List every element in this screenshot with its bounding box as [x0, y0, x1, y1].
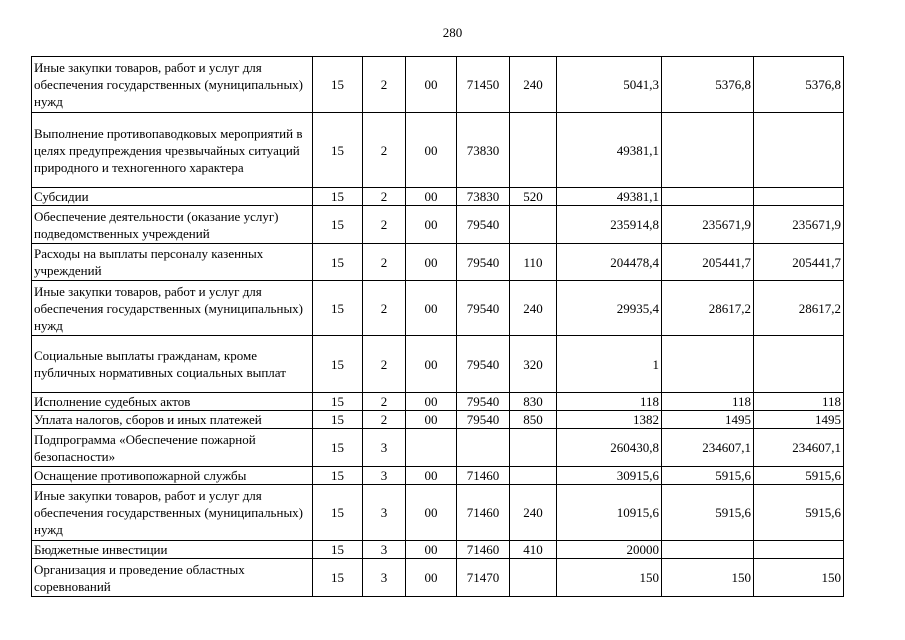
- code-cell: 3: [363, 541, 406, 559]
- page-number: 280: [442, 25, 463, 40]
- code-cell: 00: [406, 336, 457, 393]
- row-name: Иные закупки товаров, работ и услуг для обеспечения государственных (муниципальных) нужд: [32, 485, 313, 541]
- code-cell: 00: [406, 393, 457, 411]
- code-cell: 71460: [457, 541, 510, 559]
- amount-cell: 5376,8: [754, 57, 844, 113]
- code-cell: 00: [406, 206, 457, 244]
- amount-cell: [754, 541, 844, 559]
- code-cell: 79540: [457, 393, 510, 411]
- table-row: [32, 393, 844, 411]
- code-cell: 15: [313, 485, 363, 541]
- code-cell: 79540: [457, 281, 510, 336]
- code-cell: 15: [313, 467, 363, 485]
- amount-cell: 5915,6: [662, 467, 754, 485]
- code-cell: 2: [363, 281, 406, 336]
- code-cell: 79540: [457, 336, 510, 393]
- amount-cell: 1495: [754, 411, 844, 429]
- code-cell: 79540: [457, 244, 510, 281]
- amount-cell: 28617,2: [662, 281, 754, 336]
- amount-cell: 20000: [557, 541, 662, 559]
- amount-cell: 1382: [557, 411, 662, 429]
- code-cell: 71460: [457, 467, 510, 485]
- row-name: Выполнение противопаводковых мероприятий в целях предупреждения чрезвычайных ситуаций природного и техногенного характера: [32, 113, 313, 188]
- amount-cell: 205441,7: [754, 244, 844, 281]
- amount-cell: 5915,6: [754, 485, 844, 541]
- row-name: Организация и проведение областных соревнований: [32, 559, 313, 597]
- code-cell: 15: [313, 244, 363, 281]
- code-cell: 2: [363, 336, 406, 393]
- table-row: [32, 281, 844, 336]
- code-cell: 110: [510, 244, 557, 281]
- code-cell: 320: [510, 336, 557, 393]
- code-cell: 79540: [457, 411, 510, 429]
- code-cell: [406, 429, 457, 467]
- code-cell: 15: [313, 188, 363, 206]
- code-cell: 830: [510, 393, 557, 411]
- code-cell: 850: [510, 411, 557, 429]
- amount-cell: 205441,7: [662, 244, 754, 281]
- code-cell: 00: [406, 559, 457, 597]
- row-name: Социальные выплаты гражданам, кроме публичных нормативных социальных выплат: [32, 336, 313, 393]
- code-cell: 15: [313, 281, 363, 336]
- table-body: [32, 57, 844, 597]
- amount-cell: 49381,1: [557, 188, 662, 206]
- code-cell: 3: [363, 429, 406, 467]
- code-cell: 3: [363, 485, 406, 541]
- amount-cell: [662, 188, 754, 206]
- row-name: Обеспечение деятельности (оказание услуг) подведомственных учреждений: [32, 206, 313, 244]
- code-cell: 00: [406, 485, 457, 541]
- table-row: [32, 485, 844, 541]
- code-cell: 15: [313, 559, 363, 597]
- code-cell: [457, 429, 510, 467]
- amount-cell: 5041,3: [557, 57, 662, 113]
- amount-cell: [754, 188, 844, 206]
- amount-cell: [662, 541, 754, 559]
- table-row: [32, 188, 844, 206]
- amount-cell: 118: [662, 393, 754, 411]
- row-name: Иные закупки товаров, работ и услуг для обеспечения государственных (муниципальных) нужд: [32, 281, 313, 336]
- amount-cell: 28617,2: [754, 281, 844, 336]
- table-row: [32, 411, 844, 429]
- table-row: [32, 244, 844, 281]
- amount-cell: 1495: [662, 411, 754, 429]
- table-row: [32, 336, 844, 393]
- amount-cell: 235671,9: [754, 206, 844, 244]
- amount-cell: 5376,8: [662, 57, 754, 113]
- code-cell: 73830: [457, 113, 510, 188]
- row-name: Подпрограмма «Обеспечение пожарной безопасности»: [32, 429, 313, 467]
- code-cell: 410: [510, 541, 557, 559]
- code-cell: 71450: [457, 57, 510, 113]
- code-cell: 71470: [457, 559, 510, 597]
- code-cell: 73830: [457, 188, 510, 206]
- amount-cell: 10915,6: [557, 485, 662, 541]
- amount-cell: 5915,6: [754, 467, 844, 485]
- amount-cell: 118: [754, 393, 844, 411]
- amount-cell: 150: [754, 559, 844, 597]
- amount-cell: 235671,9: [662, 206, 754, 244]
- amount-cell: [754, 336, 844, 393]
- amount-cell: 1: [557, 336, 662, 393]
- code-cell: 00: [406, 281, 457, 336]
- amount-cell: 260430,8: [557, 429, 662, 467]
- code-cell: [510, 429, 557, 467]
- row-name: Расходы на выплаты персоналу казенных учреждений: [32, 244, 313, 281]
- code-cell: 2: [363, 244, 406, 281]
- table-row: [32, 206, 844, 244]
- code-cell: 00: [406, 57, 457, 113]
- code-cell: 240: [510, 57, 557, 113]
- code-cell: 240: [510, 485, 557, 541]
- code-cell: 2: [363, 113, 406, 188]
- table-row: [32, 467, 844, 485]
- code-cell: 2: [363, 411, 406, 429]
- code-cell: 3: [363, 467, 406, 485]
- code-cell: 79540: [457, 206, 510, 244]
- row-name: Уплата налогов, сборов и иных платежей: [32, 411, 313, 429]
- code-cell: 15: [313, 429, 363, 467]
- code-cell: 00: [406, 188, 457, 206]
- code-cell: 15: [313, 541, 363, 559]
- code-cell: 240: [510, 281, 557, 336]
- table-row: [32, 113, 844, 188]
- amount-cell: 5915,6: [662, 485, 754, 541]
- row-name: Исполнение судебных актов: [32, 393, 313, 411]
- code-cell: 71460: [457, 485, 510, 541]
- code-cell: [510, 206, 557, 244]
- amount-cell: 150: [662, 559, 754, 597]
- code-cell: [510, 467, 557, 485]
- row-name: Иные закупки товаров, работ и услуг для обеспечения государственных (муниципальных) нужд: [32, 57, 313, 113]
- code-cell: 2: [363, 57, 406, 113]
- budget-table: [31, 56, 844, 597]
- code-cell: 00: [406, 467, 457, 485]
- amount-cell: 118: [557, 393, 662, 411]
- table-row: [32, 429, 844, 467]
- table-row: [32, 57, 844, 113]
- amount-cell: 204478,4: [557, 244, 662, 281]
- code-cell: 3: [363, 559, 406, 597]
- code-cell: 15: [313, 411, 363, 429]
- code-cell: 15: [313, 57, 363, 113]
- row-name: Оснащение противопожарной службы: [32, 467, 313, 485]
- code-cell: [510, 113, 557, 188]
- code-cell: 2: [363, 206, 406, 244]
- code-cell: 15: [313, 113, 363, 188]
- code-cell: 00: [406, 113, 457, 188]
- row-name: Бюджетные инвестиции: [32, 541, 313, 559]
- table-row: [32, 541, 844, 559]
- code-cell: 2: [363, 393, 406, 411]
- amount-cell: [662, 113, 754, 188]
- code-cell: 00: [406, 541, 457, 559]
- code-cell: 15: [313, 206, 363, 244]
- amount-cell: 234607,1: [662, 429, 754, 467]
- table-row: [32, 559, 844, 597]
- amount-cell: 235914,8: [557, 206, 662, 244]
- code-cell: 2: [363, 188, 406, 206]
- code-cell: 520: [510, 188, 557, 206]
- amount-cell: 29935,4: [557, 281, 662, 336]
- amount-cell: 49381,1: [557, 113, 662, 188]
- amount-cell: 150: [557, 559, 662, 597]
- code-cell: 15: [313, 393, 363, 411]
- row-name: Субсидии: [32, 188, 313, 206]
- code-cell: [510, 559, 557, 597]
- amount-cell: [754, 113, 844, 188]
- code-cell: 00: [406, 411, 457, 429]
- code-cell: 15: [313, 336, 363, 393]
- amount-cell: [662, 336, 754, 393]
- amount-cell: 234607,1: [754, 429, 844, 467]
- amount-cell: 30915,6: [557, 467, 662, 485]
- code-cell: 00: [406, 244, 457, 281]
